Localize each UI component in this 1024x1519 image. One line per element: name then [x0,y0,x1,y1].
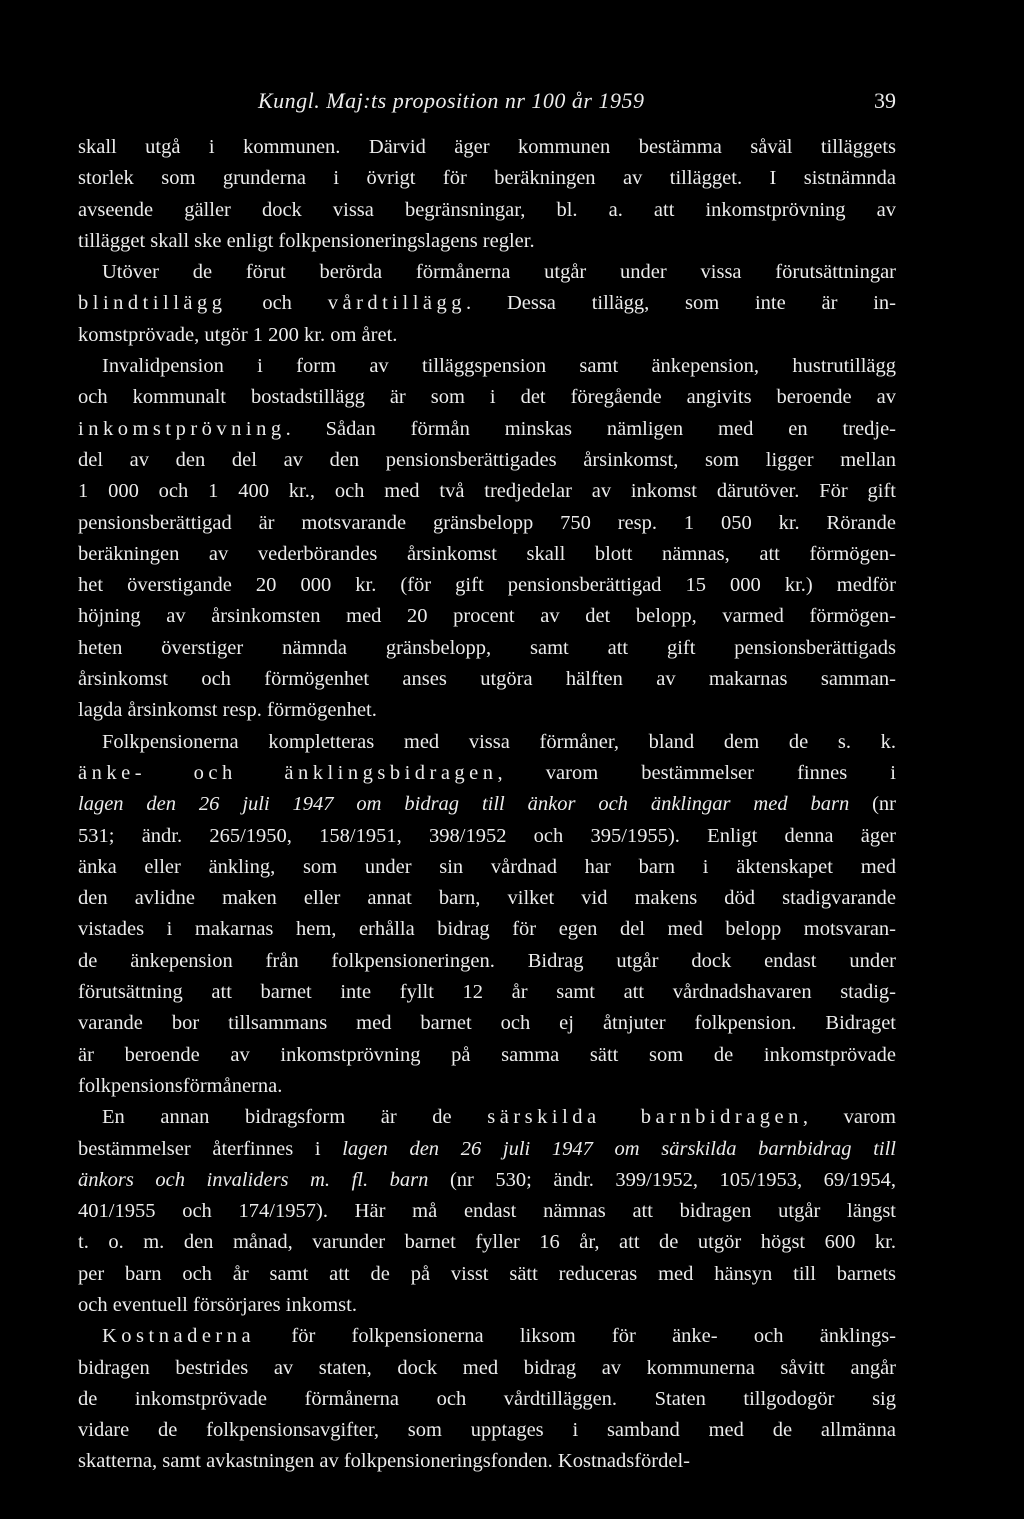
text-segment: Invalidpension i form av tilläggspension samt änkepension, hustrutillägg [102,355,896,378]
text-line [78,852,896,883]
italic-citation: lagen den 26 juli 1947 om särskilda barnbidrag till [342,1137,896,1160]
text-line [78,570,896,601]
text-segment: , varom [802,1106,896,1129]
text-line [78,288,896,319]
text-line [78,758,896,789]
text-segment: och eventuell försörjares inkomst. [78,1293,357,1316]
text-segment: En annan bidragsform är de [102,1106,488,1129]
text-line [78,821,896,852]
text-segment: avseende gäller dock vissa begränsningar, bl. a. att inkomstprövning av [78,198,896,221]
text-line [78,351,896,382]
text-segment: del av den del av den pensionsberättigades årsinkomst, som ligger mellan [78,448,896,471]
text-line [78,1071,896,1102]
text-line [78,195,896,226]
text-segment: beräkningen av vederbörandes årsinkomst skall blott nämnas, att förmögen- [78,542,896,565]
text-line [78,320,896,351]
spaced-emphasis: inkomstprövning [78,417,286,440]
text-segment: varande bor tillsammans med barnet och ej åtnjuter folkpension. Bidraget [78,1012,896,1035]
text-line [78,226,896,257]
text-line [78,977,896,1008]
text-segment: storlek som grunderna i övrigt för beräkningen av tillägget. I sistnämnda [78,167,896,190]
text-segment: komstprövade, utgör 1 200 kr. om året. [78,323,398,346]
italic-citation: lagen den 26 juli 1947 om bidrag till änkor och änklingar med barn [78,793,850,816]
text-line [78,946,896,977]
text-line [78,1321,896,1352]
text-segment: de änkepension från folkpensioneringen. Bidrag utgår dock endast under [78,949,896,972]
text-line [78,414,896,445]
text-segment: pensionsberättigad är motsvarande gränsbelopp 750 resp. 1 050 kr. Rörande [78,511,896,534]
text-line [78,1384,896,1415]
paragraph [78,1102,896,1321]
running-header [78,84,896,118]
text-line [78,476,896,507]
spaced-emphasis: blindtillägg [78,292,227,315]
text-segment: . Dessa tillägg, som inte är in- [466,292,896,315]
text-line [78,1259,896,1290]
text-segment: folkpensionsförmånerna. [78,1074,283,1097]
text-segment: t. o. m. den månad, varunder barnet fyller 16 år, att de utgör högst 600 kr. [78,1231,896,1254]
text-segment: 401/1955 och 174/1957). Här må endast nämnas att bidragen utgår längst [78,1200,896,1223]
body-text [78,132,896,1478]
text-segment: Utöver de förut berörda förmånerna utgår under vissa förutsättningar [102,261,896,284]
text-line [78,1134,896,1165]
text-segment: höjning av årsinkomsten med 20 procent av det belopp, varmed förmögen- [78,605,896,628]
page-number: 39 [874,88,896,113]
text-line [78,382,896,413]
text-segment: skall utgå i kommunen. Därvid äger kommunen bestämma såväl tilläggets [78,136,896,158]
text-segment: bestämmelser återfinnes i [78,1137,343,1160]
text-line [78,789,896,820]
text-segment: per barn och år samt att de på visst sätt reduceras med hänsyn till barnets [78,1262,896,1285]
spaced-emphasis: vårdtillägg [327,292,467,315]
text-line [78,727,896,758]
text-line [78,1165,896,1196]
text-segment: änka eller änkling, som under sin vårdnad har barn i äktenskapet med [78,855,896,878]
text-segment: het överstigande 20 000 kr. (för gift pensionsberättigad 15 000 kr.) medför [78,574,896,597]
italic-citation: änkors och invaliders m. fl. barn [78,1168,429,1191]
text-line [78,445,896,476]
text-segment: . Sådan förmån minskas nämligen med en tredje- [285,417,896,440]
text-line [78,132,896,163]
text-segment: årsinkomst och förmögenhet anses utgöra hälften av makarnas samman- [78,668,896,691]
running-title: Kungl. Maj:ts proposition nr 100 år 1959 [258,88,645,113]
text-line [78,1008,896,1039]
text-line [78,633,896,664]
text-segment: för folkpensionerna liksom för änke- och änklings- [255,1325,896,1348]
text-line [78,1415,896,1446]
text-line [78,664,896,695]
text-segment: , varom bestämmelser finnes i [497,761,896,784]
text-line [78,1290,896,1321]
text-segment: 1 000 och 1 400 kr., och med två tredjedelar av inkomst därutöver. För gift [78,480,896,503]
text-segment: är beroende av inkomstprövning på samma sätt som de inkomstprövade [78,1043,896,1066]
text-line [78,914,896,945]
paragraph [78,351,896,727]
text-segment: och kommunalt bostadstillägg är som i det föregående angivits beroende av [78,386,896,409]
text-segment: (nr 530; ändr. 399/1952, 105/1953, 69/1954, [428,1168,896,1191]
spaced-emphasis: särskilda barnbidragen [487,1106,803,1129]
text-segment: heten överstiger nämnda gränsbelopp, samt att gift pensionsberättigads [78,636,896,659]
spaced-emphasis: änke- och änklingsbidragen [78,761,498,784]
text-segment: vistades i makarnas hem, erhålla bidrag för egen del med belopp motsvaran- [78,918,896,941]
text-segment: förutsättning att barnet inte fyllt 12 år samt att vårdnadshavaren stadig- [78,981,896,1004]
text-segment: och [226,292,328,315]
text-line [78,695,896,726]
text-segment: Folkpensionerna kompletteras med vissa förmåner, bland dem de s. k. [102,730,896,753]
text-line [78,1102,896,1133]
text-line [78,539,896,570]
text-line [78,1446,896,1477]
text-segment: de inkomstprövade förmånerna och vårdtilläggen. Staten tillgodogör sig [78,1387,896,1410]
paragraph [78,257,896,351]
text-line [78,508,896,539]
text-line [78,883,896,914]
text-segment: vidare de folkpensionsavgifter, som upptages i samband med de allmänna [78,1419,896,1442]
text-line [78,1040,896,1071]
text-segment: den avlidne maken eller annat barn, vilket vid makens död stadigvarande [78,887,896,910]
text-line [78,1353,896,1384]
text-line [78,257,896,288]
text-line [78,1196,896,1227]
paragraph [78,727,896,1103]
text-segment: (nr [849,793,896,816]
text-segment: skatterna, samt avkastningen av folkpensioneringsfonden. Kostnadsfördel- [78,1450,690,1473]
text-line [78,1227,896,1258]
text-segment: lagda årsinkomst resp. förmögenhet. [78,699,377,722]
paragraph [78,1321,896,1477]
text-segment: tillägget skall ske enligt folkpensioneringslagens regler. [78,229,535,252]
text-line [78,601,896,632]
text-segment: 531; ändr. 265/1950, 158/1951, 398/1952 och 395/1955). Enligt denna äger [78,824,896,847]
text-segment: bidragen bestrides av staten, dock med bidrag av kommunerna såvitt angår [78,1356,896,1379]
spaced-emphasis: Kostnaderna [102,1325,256,1348]
text-line [78,163,896,194]
paragraph [78,132,896,257]
